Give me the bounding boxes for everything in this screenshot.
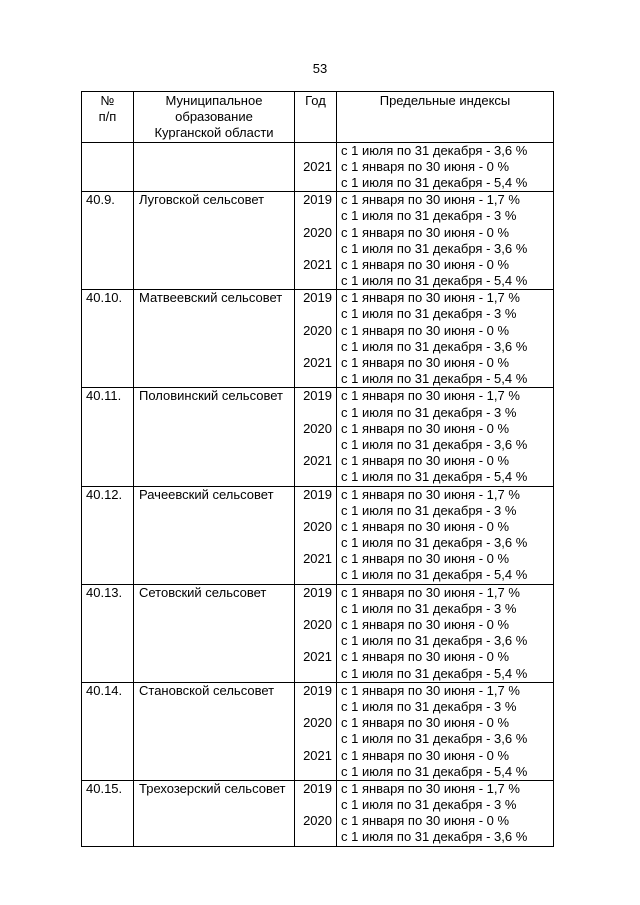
header-municipality-line-1: Муниципальное bbox=[165, 93, 263, 108]
limit-index-line: с 1 января по 30 июня - 0 % bbox=[341, 715, 510, 731]
limit-index-line: с 1 июля по 31 декабря - 3,6 % bbox=[341, 436, 528, 452]
table-row bbox=[82, 290, 554, 388]
year-value: 2019 bbox=[303, 192, 332, 208]
limit-index-line: с 1 июля по 31 декабря - 3 % bbox=[341, 698, 517, 714]
year-value bbox=[295, 764, 332, 780]
limit-index-line: с 1 июля по 31 декабря - 3 % bbox=[341, 797, 517, 813]
header-number-line-1: № bbox=[100, 93, 115, 108]
year-cell bbox=[295, 142, 337, 192]
limit-index-line: с 1 января по 30 июня - 0 % bbox=[341, 322, 510, 338]
table-body bbox=[82, 142, 554, 846]
limit-index-line: с 1 июля по 31 декабря - 3,6 % bbox=[341, 731, 528, 747]
limit-index-cell bbox=[337, 780, 554, 846]
limit-index-line: с 1 января по 30 июня - 0 % bbox=[341, 813, 510, 829]
municipality-name: Луговской сельсовет bbox=[134, 192, 295, 290]
year-value bbox=[295, 306, 332, 322]
header-limit-indices: Предельные индексы bbox=[337, 92, 554, 143]
limit-index-line: с 1 января по 30 июня - 1,7 % bbox=[341, 388, 520, 404]
limit-index-line: с 1 июля по 31 декабря - 3,6 % bbox=[341, 142, 528, 158]
year-value bbox=[295, 633, 332, 649]
table-row bbox=[82, 780, 554, 846]
limit-index-line: с 1 июля по 31 декабря - 3 % bbox=[341, 502, 517, 518]
price-limits-table bbox=[81, 91, 554, 847]
year-value: 2019 bbox=[303, 780, 332, 796]
table-row bbox=[82, 584, 554, 682]
limit-index-line: с 1 июля по 31 декабря - 3 % bbox=[341, 306, 517, 322]
limit-index-line: с 1 января по 30 июня - 0 % bbox=[341, 617, 510, 633]
year-value: 2020 bbox=[303, 420, 332, 436]
limit-index-line: с 1 июля по 31 декабря - 3 % bbox=[341, 208, 517, 224]
limit-index-line: с 1 января по 30 июня - 1,7 % bbox=[341, 486, 520, 502]
header-municipality-line-3: Курганской области bbox=[154, 125, 274, 141]
year-cell bbox=[295, 290, 337, 388]
municipality-name: Матвеевский сельсовет bbox=[134, 290, 295, 388]
year-value: 2019 bbox=[303, 290, 332, 306]
limit-index-line: с 1 января по 30 июня - 1,7 % bbox=[341, 192, 520, 208]
limit-index-line: с 1 января по 30 июня - 0 % bbox=[341, 420, 510, 436]
year-value: 2020 bbox=[303, 813, 332, 829]
table-row bbox=[82, 682, 554, 780]
year-value bbox=[295, 273, 332, 289]
year-value: 2021 bbox=[303, 551, 332, 567]
limit-index-line: с 1 июля по 31 декабря - 3,6 % bbox=[341, 535, 528, 551]
year-cell bbox=[295, 780, 337, 846]
year-value bbox=[295, 405, 332, 421]
year-value: 2020 bbox=[303, 518, 332, 534]
limit-index-line: с 1 июля по 31 декабря - 5,4 % bbox=[341, 665, 528, 681]
limit-index-cell bbox=[337, 192, 554, 290]
limit-index-line: с 1 января по 30 июня - 1,7 % bbox=[341, 682, 520, 698]
limit-index-line: с 1 июля по 31 декабря - 3,6 % bbox=[341, 633, 528, 649]
year-value: 2019 bbox=[303, 486, 332, 502]
year-value: 2021 bbox=[303, 649, 332, 665]
header-municipality-line-2: образование bbox=[175, 109, 253, 125]
limit-index-line: с 1 января по 30 июня - 0 % bbox=[341, 551, 510, 567]
header-year: Год bbox=[295, 92, 337, 143]
limit-index-line: с 1 июля по 31 декабря - 5,4 % bbox=[341, 763, 528, 779]
row-number bbox=[82, 142, 134, 192]
year-value: 2019 bbox=[303, 388, 332, 404]
year-value: 2021 bbox=[303, 158, 332, 174]
year-value bbox=[295, 241, 332, 257]
limit-index-line: с 1 июля по 31 декабря - 5,4 % bbox=[341, 174, 528, 190]
limit-index-line: с 1 июля по 31 декабря - 3,6 % bbox=[341, 338, 528, 354]
year-value: 2020 bbox=[303, 322, 332, 338]
limit-index-line: с 1 июля по 31 декабря - 3,6 % bbox=[341, 240, 528, 256]
limit-index-line: с 1 января по 30 июня - 1,7 % bbox=[341, 780, 520, 796]
year-value: 2020 bbox=[303, 715, 332, 731]
year-cell bbox=[295, 584, 337, 682]
row-number: 40.13. bbox=[82, 584, 134, 682]
year-value: 2020 bbox=[303, 224, 332, 240]
year-value: 2021 bbox=[303, 453, 332, 469]
limit-index-cell bbox=[337, 290, 554, 388]
year-value bbox=[295, 437, 332, 453]
year-value: 2021 bbox=[303, 355, 332, 371]
limit-index-line: с 1 июля по 31 декабря - 3 % bbox=[341, 404, 517, 420]
limit-index-line: с 1 января по 30 июня - 0 % bbox=[341, 355, 510, 371]
year-cell bbox=[295, 682, 337, 780]
limit-index-cell bbox=[337, 584, 554, 682]
row-number: 40.14. bbox=[82, 682, 134, 780]
table-row bbox=[82, 192, 554, 290]
row-number: 40.10. bbox=[82, 290, 134, 388]
year-value bbox=[295, 699, 332, 715]
limit-index-line: с 1 января по 30 июня - 0 % bbox=[341, 747, 510, 763]
year-value: 2021 bbox=[303, 747, 332, 763]
limit-index-line: с 1 января по 30 июня - 0 % bbox=[341, 453, 510, 469]
year-value: 2021 bbox=[303, 256, 332, 272]
table-header-row bbox=[82, 92, 554, 143]
municipality-name bbox=[134, 142, 295, 192]
row-number: 40.12. bbox=[82, 486, 134, 584]
municipality-name: Становской сельсовет bbox=[134, 682, 295, 780]
year-value: 2020 bbox=[303, 617, 332, 633]
limit-index-cell bbox=[337, 388, 554, 486]
limit-index-line: с 1 июля по 31 декабря - 5,4 % bbox=[341, 273, 528, 289]
limit-index-line: с 1 января по 30 июня - 0 % bbox=[341, 256, 510, 272]
page-number: 53 bbox=[312, 61, 328, 76]
limit-index-line: с 1 января по 30 июня - 1,7 % bbox=[341, 584, 520, 600]
limit-index-line: с 1 января по 30 июня - 1,7 % bbox=[341, 290, 520, 306]
municipality-name: Трехозерский сельсовет bbox=[134, 780, 295, 846]
year-value bbox=[295, 371, 332, 387]
year-value bbox=[295, 143, 332, 159]
limit-index-line: с 1 января по 30 июня - 0 % bbox=[341, 649, 510, 665]
year-cell bbox=[295, 192, 337, 290]
limit-index-line: с 1 июля по 31 декабря - 5,4 % bbox=[341, 567, 528, 583]
year-value bbox=[295, 666, 332, 682]
year-value bbox=[295, 829, 332, 845]
year-value bbox=[295, 797, 332, 813]
row-number: 40.11. bbox=[82, 388, 134, 486]
row-number: 40.9. bbox=[82, 192, 134, 290]
limit-index-line: с 1 июля по 31 декабря - 5,4 % bbox=[341, 371, 528, 387]
limit-index-cell bbox=[337, 142, 554, 192]
row-number: 40.15. bbox=[82, 780, 134, 846]
year-value bbox=[295, 208, 332, 224]
limit-index-line: с 1 января по 30 июня - 0 % bbox=[341, 518, 510, 534]
year-value: 2019 bbox=[303, 584, 332, 600]
table-row bbox=[82, 142, 554, 192]
municipality-name: Половинский сельсовет bbox=[134, 388, 295, 486]
header-number-line-2: п/п bbox=[98, 109, 117, 125]
header-number bbox=[82, 92, 134, 143]
year-cell bbox=[295, 388, 337, 486]
year-value bbox=[295, 469, 332, 485]
table-row bbox=[82, 388, 554, 486]
year-value bbox=[295, 175, 332, 191]
municipality-name: Рачеевский сельсовет bbox=[134, 486, 295, 584]
limit-index-cell bbox=[337, 486, 554, 584]
limit-index-cell bbox=[337, 682, 554, 780]
year-value bbox=[295, 339, 332, 355]
year-value bbox=[295, 731, 332, 747]
year-value bbox=[295, 601, 332, 617]
year-value bbox=[295, 567, 332, 583]
municipality-name: Сетовский сельсовет bbox=[134, 584, 295, 682]
year-cell bbox=[295, 486, 337, 584]
header-municipality bbox=[134, 92, 295, 143]
limit-index-line: с 1 июля по 31 декабря - 5,4 % bbox=[341, 469, 528, 485]
year-value: 2019 bbox=[303, 682, 332, 698]
limit-index-line: с 1 января по 30 июня - 0 % bbox=[341, 224, 510, 240]
table-row bbox=[82, 486, 554, 584]
year-value bbox=[295, 535, 332, 551]
limit-index-line: с 1 января по 30 июня - 0 % bbox=[341, 158, 510, 174]
limit-index-line: с 1 июля по 31 декабря - 3,6 % bbox=[341, 829, 528, 845]
year-value bbox=[295, 503, 332, 519]
limit-index-line: с 1 июля по 31 декабря - 3 % bbox=[341, 600, 517, 616]
